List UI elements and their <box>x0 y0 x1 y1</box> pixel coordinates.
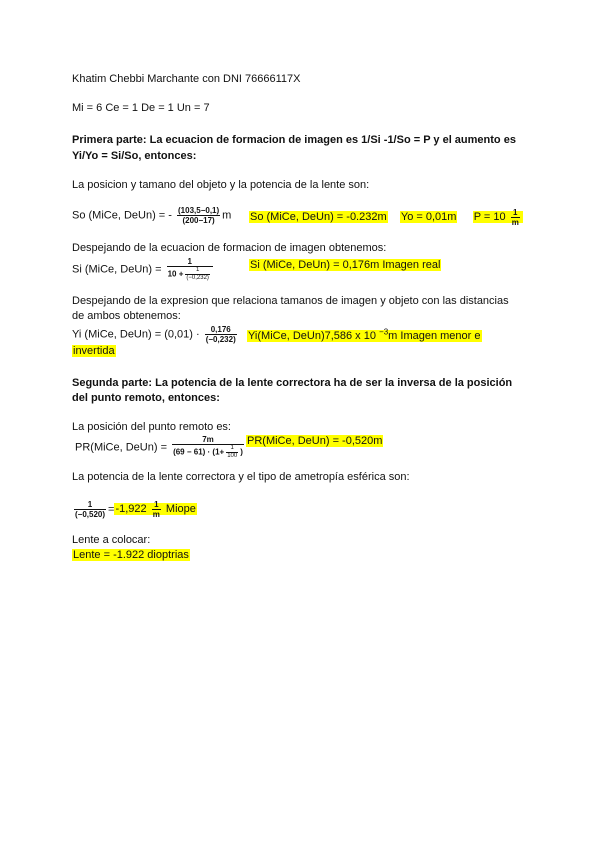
yi-fraction: $\frac{0,176}{(-0,232)}$ <box>205 325 236 344</box>
pr-intro: La posición del punto remoto es: <box>72 421 231 433</box>
part2-title-line2: del punto remoto, entonces: <box>72 392 220 404</box>
yi-result-line2: invertida <box>73 345 115 357</box>
so-fraction <box>177 206 220 225</box>
yi-formula <box>72 325 239 344</box>
yi-intro-line1: Despejando de la expresion que relaciona tamanos de imagen y objeto con las distancias <box>72 295 509 307</box>
p-unit-fraction: $\frac{1}{m}$ <box>511 208 519 227</box>
yi-lhs: Yi (MiCe, DeUn) = (0,01) · <box>72 328 200 341</box>
params-line: Mi = 6 Ce = 1 De = 1 Un = 7 <box>72 102 210 114</box>
so-result: So (MiCe, DeUn) = -0.232m <box>250 211 387 224</box>
yi-result: Yi(MiCe, DeUn)7,586 x 10 $^{-3}$m Imagen menor e <box>248 327 481 342</box>
p-result: P = 10 $\frac{1}{m}$ <box>473 211 523 223</box>
yi-intro-line2: de ambos obtenemos: <box>72 310 181 322</box>
lens-unit-fraction: $\frac{1}{m}$ <box>152 500 160 519</box>
pr-fraction: 7m (69 − 61) · (1+ $\frac{1}{100}$ ) <box>173 435 243 459</box>
pr-result: PR(MiCe, DeUn) = -0,520m <box>247 435 383 447</box>
pr-formula <box>75 435 246 460</box>
author-line: Khatim Chebbi Marchante con DNI 76666117X <box>72 73 301 85</box>
si-lhs: Si (MiCe, DeUn) = <box>72 263 162 276</box>
part1-title-line2: Yi/Yo = Si/So, entonces: <box>72 150 197 162</box>
lens-intro: La potencia de la lente correctora y el tipo de ametropía esférica son: <box>72 471 410 483</box>
pr-lhs: PR(MiCe, DeUn) = <box>75 441 167 454</box>
part2-title-line1: Segunda parte: La potencia de la lente correctora ha de ser la inversa de la posición <box>72 377 513 389</box>
si-frac-num: 1 <box>167 257 213 267</box>
lens-formula: $\frac{1}{(-0,520)}$ =-1,922 $\frac{1}{m}$ Miope <box>75 500 196 519</box>
si-result: Si (MiCe, DeUn) = 0,176m Imagen real <box>250 259 441 271</box>
part1-title-line1: Primera parte: La ecuacion de formacion de imagen es 1/Si -1/So = P y el aumento es <box>72 134 516 146</box>
so-frac-num: (103,5−0,1) <box>178 206 220 215</box>
part1-intro: La posicion y tamano del objeto y la potencia de la lente son: <box>72 179 370 191</box>
so-formula <box>72 206 231 225</box>
yi-exponent: −3 <box>379 327 389 336</box>
lens-result: -1,922 $\frac{1}{m}$ Miope <box>115 500 196 519</box>
so-frac-den: (200−17) <box>182 216 215 225</box>
so-unit: m <box>222 209 232 222</box>
si-frac-den: 10 + $\frac{1}{(-0,232)}$ <box>167 267 209 281</box>
final-result: Lente = -1.922 dioptrias <box>73 549 189 561</box>
yo-result: Yo = 0,01m <box>400 211 457 224</box>
si-fraction <box>167 257 213 282</box>
so-lhs: So (MiCe, DeUn) = - <box>72 209 172 222</box>
colocar-label: Lente a colocar: <box>72 534 151 546</box>
so-result-group <box>249 208 523 227</box>
si-intro: Despejando de la ecuacion de formacion de imagen obtenemos: <box>72 242 387 254</box>
si-formula <box>72 257 215 282</box>
lens-fraction: $\frac{1}{(-0,520)}$ <box>75 500 106 519</box>
si-inner-fraction: $\frac{1}{(-0,232)}$ <box>186 267 209 281</box>
